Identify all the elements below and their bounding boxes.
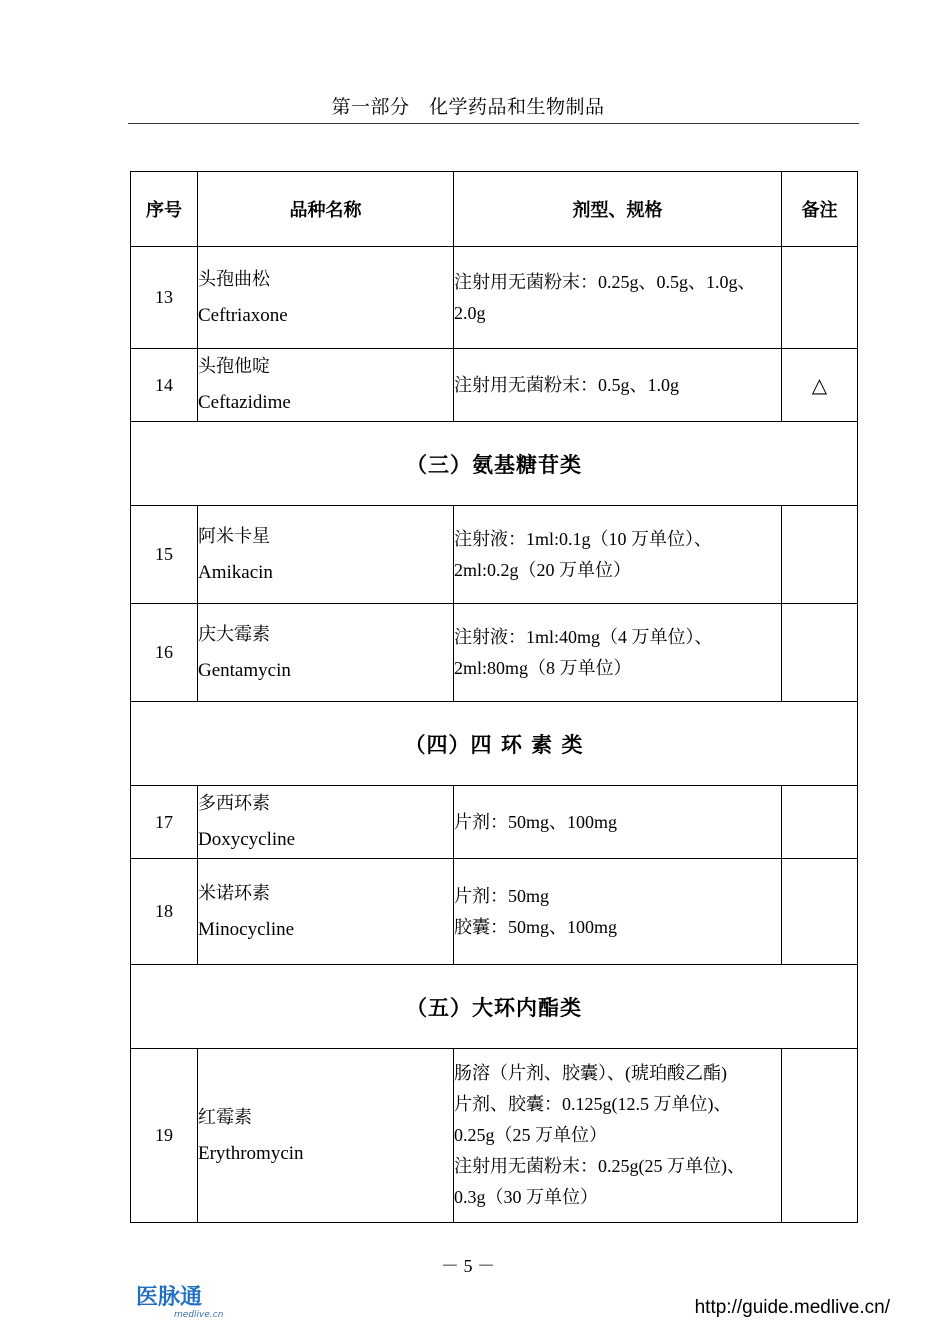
drug-name-cell (198, 349, 454, 422)
spec-line: 片剂：50mg、100mg (454, 811, 618, 832)
spec-cell (454, 506, 782, 604)
note-cell (782, 506, 858, 604)
spec-line: 注射液：1ml:40mg（4 万单位）、 (454, 626, 713, 647)
drug-name-en: Erythromycin (198, 1142, 304, 1164)
section-title: （四）四 环 素 类 (131, 702, 858, 786)
section-title: （三）氨基糖苷类 (131, 422, 858, 506)
drug-name-cn: 多西环素 (198, 793, 270, 814)
medlive-logo (134, 1280, 244, 1320)
table-row (131, 247, 858, 349)
drug-name-cn: 红霉素 (198, 1106, 252, 1128)
drug-name-en: Amikacin (198, 561, 273, 583)
header-spec: 剂型、规格 (454, 172, 782, 247)
drug-name-cell (198, 1049, 454, 1223)
spec-line: 注射液：1ml:0.1g（10 万单位）、 (454, 528, 713, 549)
row-number: 15 (131, 506, 198, 604)
note-cell (782, 604, 858, 702)
header-name: 品种名称 (198, 172, 454, 247)
table-row (131, 506, 858, 604)
note-cell: △ (782, 349, 858, 422)
spec-cell (454, 604, 782, 702)
page-header: 第一部分 化学药品和生物制品 (331, 96, 605, 118)
table-row (131, 859, 858, 965)
spec-line: 注射用无菌粉末：0.5g、1.0g (454, 374, 679, 395)
row-number: 18 (131, 859, 198, 965)
drug-name-cell (198, 859, 454, 965)
spec-cell (454, 859, 782, 965)
spec-line: 注射用无菌粉末：0.25g(25 万单位)、 (454, 1156, 745, 1176)
drug-name-cn: 米诺环素 (198, 882, 270, 904)
drug-name-en: Minocycline (198, 918, 295, 940)
note-cell (782, 859, 858, 965)
table-row (131, 1049, 858, 1223)
drug-name-cell (198, 247, 454, 349)
page-number: － 5 － (441, 1256, 495, 1276)
table-row (131, 786, 858, 859)
table-body (131, 247, 858, 1223)
drug-name-en: Ceftazidime (198, 392, 291, 413)
spec-cell (454, 786, 782, 859)
drug-table (130, 171, 858, 1223)
note-cell (782, 247, 858, 349)
spec-line: 2ml:0.2g（20 万单位） (454, 559, 632, 580)
header-rule (128, 123, 859, 124)
row-number: 19 (131, 1049, 198, 1223)
footer-url[interactable]: http://guide.medlive.cn/ (694, 1297, 890, 1318)
section-title: （五）大环内酯类 (131, 965, 858, 1049)
row-number: 16 (131, 604, 198, 702)
spec-line: 片剂、胶囊：0.125g(12.5 万单位)、 (454, 1094, 732, 1114)
spec-line: 2.0g (454, 302, 486, 323)
logo-subtext: medlive.cn (174, 1310, 224, 1320)
drug-name-en: Ceftriaxone (198, 304, 288, 326)
note-cell (782, 786, 858, 859)
spec-line: 肠溶（片剂、胶囊）、(琥珀酸乙酯) (454, 1063, 727, 1083)
drug-name-cell (198, 506, 454, 604)
drug-name-cell (198, 786, 454, 859)
drug-name-cn: 阿米卡星 (198, 525, 270, 547)
table-row (131, 604, 858, 702)
section-row (131, 965, 858, 1049)
spec-cell (454, 349, 782, 422)
spec-line: 片剂：50mg (454, 885, 550, 906)
logo-text: 医脉通 (136, 1285, 203, 1310)
header-seq: 序号 (131, 172, 198, 247)
spec-line: 注射用无菌粉末：0.25g、0.5g、1.0g、 (454, 271, 756, 292)
table-row (131, 349, 858, 422)
row-number: 14 (131, 349, 198, 422)
spec-line: 2ml:80mg（8 万单位） (454, 657, 632, 678)
drug-name-cn: 头孢曲松 (198, 268, 270, 290)
spec-line: 0.3g（30 万单位） (454, 1187, 598, 1207)
note-cell (782, 1049, 858, 1223)
spec-line: 0.25g（25 万单位） (454, 1125, 607, 1145)
drug-name-en: Doxycycline (198, 829, 296, 850)
spec-line: 胶囊：50mg、100mg (454, 916, 618, 937)
drug-name-en: Gentamycin (198, 659, 291, 681)
spec-cell (454, 247, 782, 349)
drug-name-cn: 头孢他啶 (198, 356, 270, 377)
section-row (131, 702, 858, 786)
row-number: 13 (131, 247, 198, 349)
row-number: 17 (131, 786, 198, 859)
drug-name-cn: 庆大霉素 (198, 623, 270, 645)
spec-cell (454, 1049, 782, 1223)
section-row (131, 422, 858, 506)
header-note: 备注 (782, 172, 858, 247)
table-header-row (131, 172, 858, 247)
drug-name-cell (198, 604, 454, 702)
